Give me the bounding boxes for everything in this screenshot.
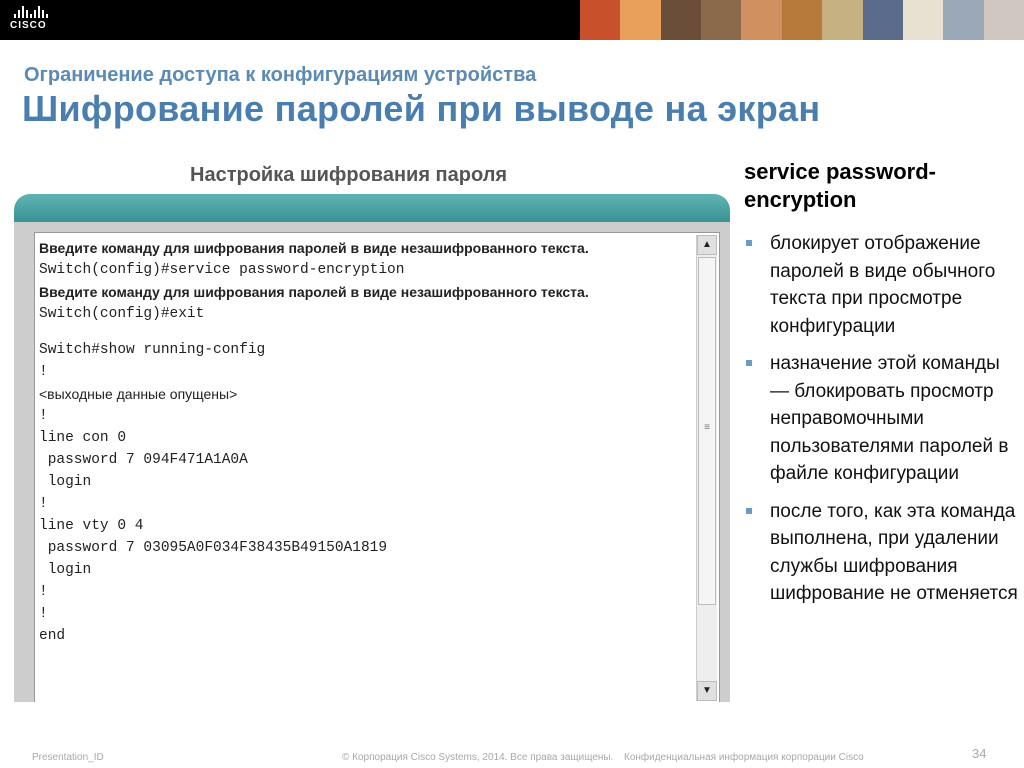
terminal-line: password 7 03095A0F034F38435B49150A1819 (39, 540, 388, 556)
terminal-line: ! (39, 584, 48, 600)
terminal-line: ! (39, 496, 48, 512)
cisco-logo (10, 6, 70, 34)
banner-photo (661, 0, 701, 40)
command-title: service password-encryption (744, 159, 936, 212)
cisco-bridge-icon (14, 6, 70, 18)
terminal-line: ! (39, 606, 48, 622)
bullet-item (744, 230, 1019, 340)
photo-strip (580, 0, 1024, 40)
terminal-output (39, 237, 679, 647)
logo-text: CISCO (10, 20, 47, 31)
confidential-text: Конфиденциальная информация корпорации Cisco (624, 752, 864, 763)
banner-photo (741, 0, 781, 40)
bullet-square-icon (746, 240, 752, 246)
terminal-line: login (39, 474, 92, 490)
bullet-list (744, 230, 1019, 618)
scroll-thumb[interactable] (698, 257, 716, 605)
terminal-line: line vty 0 4 (39, 518, 144, 534)
terminal-line: line con 0 (39, 430, 127, 446)
config-window (14, 194, 730, 702)
top-banner (0, 0, 1024, 40)
window-title-bar (14, 194, 730, 222)
terminal-instruction: Введите команду для шифрования паролей в виде незашифрованного текста. (39, 284, 589, 300)
scroll-up-arrow-icon[interactable]: ▲ (697, 235, 717, 255)
banner-photo (863, 0, 903, 40)
grip-icon: ≡ (704, 422, 710, 433)
bullet-text: после того, как эта команда выполнена, при удалении службы шифрования шифрование не отменяется (770, 500, 1018, 604)
slide-subtitle: Ограничение доступа к конфигурациям устройства (24, 64, 537, 86)
bullet-item (744, 498, 1019, 608)
bullet-square-icon (746, 508, 752, 514)
terminal-spacer (39, 325, 679, 339)
terminal-line: Switch(config)#service password-encryption (39, 262, 405, 278)
terminal-line: ! (39, 364, 48, 380)
banner-photo (822, 0, 862, 40)
terminal-instruction: Введите команду для шифрования паролей в виде незашифрованного текста. (39, 240, 589, 256)
bullet-text: назначение этой команды — блокировать просмотр неправомочными пользователями паролей в файле конфигурации (770, 353, 1009, 484)
terminal-line: Switch#show running-config (39, 342, 266, 358)
slide-title: Шифрование паролей при выводе на экран (22, 88, 821, 129)
bullet-square-icon (746, 360, 752, 366)
banner-photo (620, 0, 660, 40)
terminal-panel[interactable] (34, 232, 720, 702)
terminal-line: Switch(config)#exit (39, 306, 205, 322)
presentation-id: Presentation_ID (32, 752, 104, 763)
terminal-line: <выходные данные опущены> (39, 386, 238, 402)
scroll-down-arrow-icon[interactable]: ▼ (697, 681, 717, 701)
banner-photo (943, 0, 983, 40)
banner-photo (701, 0, 741, 40)
banner-photo (580, 0, 620, 40)
banner-photo (903, 0, 943, 40)
terminal-line: login (39, 562, 92, 578)
banner-photo (984, 0, 1024, 40)
vertical-scrollbar[interactable] (696, 235, 717, 701)
banner-photo (782, 0, 822, 40)
copyright-text: © Корпорация Cisco Systems, 2014. Все права защищены. (342, 752, 614, 763)
config-window-heading: Настройка шифрования пароля (190, 164, 508, 186)
bullet-item (744, 350, 1019, 488)
terminal-line: end (39, 628, 66, 644)
page-number: 34 (972, 746, 987, 761)
terminal-line: ! (39, 408, 48, 424)
terminal-line: password 7 094F471A1A0A (39, 452, 248, 468)
bullet-text: блокирует отображение паролей в виде обычного текста при просмотре конфигурации (770, 233, 996, 337)
